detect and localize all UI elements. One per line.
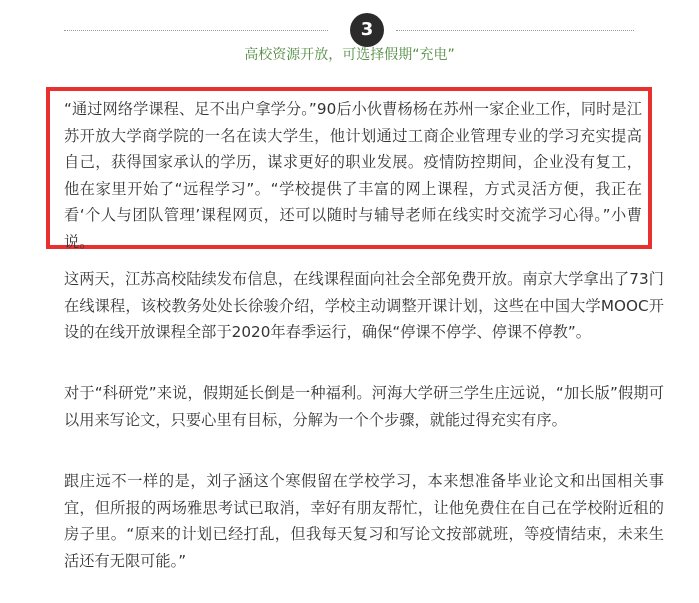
section-header	[0, 0, 699, 70]
divider-right	[396, 30, 634, 31]
divider-left	[64, 30, 328, 31]
paragraph-quote: “通过网络学课程、足不出户拿学分。”90后小伙曹杨杨在苏州一家企业工作，同时是江苏开放大学商学院的一名在读大学生，他计划通过工商企业管理专业的学习充实提高自己，获得国家承认的学历，谋求更好的职业发展。疫情防控期间，企业没有复工，他在家里开始了“远程学习”。“学校提供了丰富的网上课程，方式灵活方便，我正在看‘个人与团队管理’课程网页，还可以随时与辅导老师在线实时交流学习心得。”小曹说。	[64, 100, 642, 251]
section-number-badge: 3	[350, 13, 384, 47]
paragraph: 跟庄远不一样的是，刘子涵这个寒假留在学校学习，本来想准备毕业论文和出国相关事宜，但所报的两场雅思考试已取消，幸好有朋友帮忙，让他免费住在自己在学校附近租的房子里。“原来的计划已经打乱，但我每天复习和写论文按部就班，等疫情结束，未来生活还有无限可能。”	[64, 472, 664, 570]
section-subtitle: 高校资源开放，可选择假期“充电”	[244, 47, 455, 63]
paragraph: 对于“科研党”来说，假期延长倒是一种福利。河海大学研三学生庄远说，“加长版”假期可以用来写论文，只要心里有目标，分解为一个个步骤，就能过得充实有序。	[64, 384, 664, 429]
paragraph: 这两天，江苏高校陆续发布信息，在线课程面向社会全部免费开放。南京大学拿出了73门在线课程，该校教务处处长徐骏介绍，学校主动调整开课计划，这些在中国大学MOOC开设的在线开放课程全部于2020年春季运行，确保“停课不停学、停课不停教”。	[64, 270, 664, 341]
